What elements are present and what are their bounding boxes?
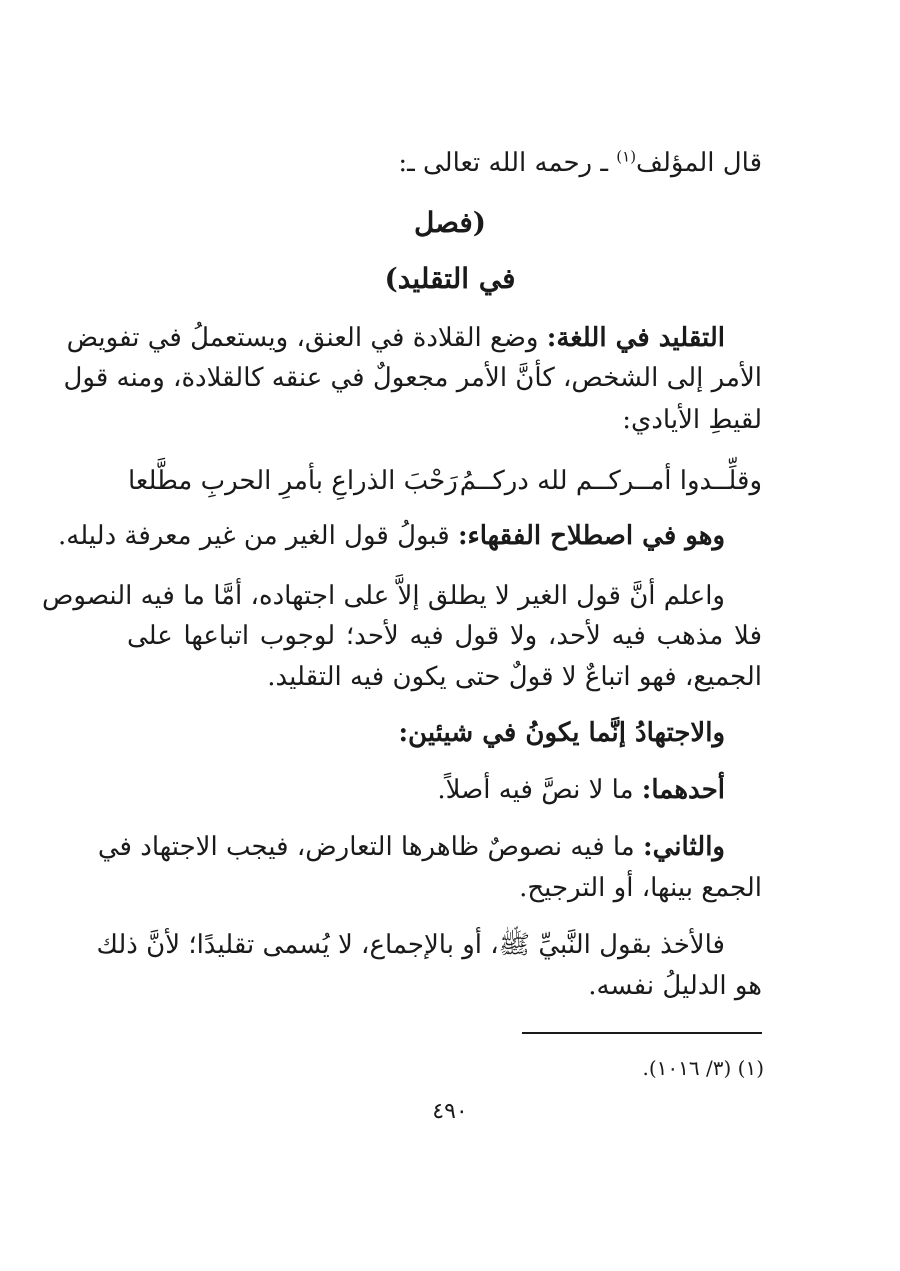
verse-first-hemistich: وقلِّــدوا أمــركــم لله دركــمُ bbox=[459, 466, 762, 496]
author-intro-line bbox=[398, 143, 762, 183]
p2-text: قبولُ قول الغير من غير معرفة دليله. bbox=[58, 521, 450, 551]
p6-line1-text: ما فيه نصوصٌ ظاهرها التعارض، فيجب الاجتهاد في bbox=[97, 832, 635, 862]
verse-second-hemistich: رَحْبَ الذراعِ بأمرِ الحربِ مطَّلعا bbox=[128, 466, 458, 496]
topic-heading: في التقليد) bbox=[384, 262, 516, 295]
paragraph-1-line-2: الأمر إلى الشخص، كأنَّ الأمر مجعولٌ في عنقه كالقلادة، ومنه قول bbox=[63, 363, 762, 393]
footnote-separator bbox=[522, 1032, 762, 1034]
paragraph-1-line-1 bbox=[66, 318, 762, 358]
paragraph-3-line-2: فلا مذهب فيه لأحد، ولا قول فيه لأحد؛ لوجوب اتباعها على bbox=[127, 621, 762, 651]
author-intro: قال المؤلف bbox=[636, 148, 762, 178]
paragraph-7-line-1 bbox=[96, 925, 762, 965]
term-second: والثاني: bbox=[643, 832, 725, 862]
term-first: أحدهما: bbox=[641, 775, 725, 805]
p1-line1-text: وضع القلادة في العنق، ويستعملُ في تفويض bbox=[66, 323, 539, 353]
paragraph-3-line-3: الجميع، فهو اتباعٌ لا قولٌ حتى يكون فيه التقليد. bbox=[267, 662, 762, 692]
page-number: ٤٩٠ bbox=[432, 1099, 468, 1124]
p5-text: ما لا نصَّ فيه أصلاً. bbox=[437, 775, 634, 805]
term-taqlid-language: التقليد في اللغة: bbox=[546, 323, 725, 353]
author-intro-tail: ـ رحمه الله تعالى ـ: bbox=[398, 148, 608, 178]
p3-line1-text: واعلم أنَّ قول الغير لا يطلق إلاَّ على اجتهاده، أمَّا ما فيه النصوص bbox=[41, 581, 725, 611]
paragraph-1-line-3: لقيطِ الأيادي: bbox=[622, 405, 762, 435]
paragraph-4: والاجتهادُ إنَّما يكونُ في شيئين: bbox=[398, 718, 725, 748]
footnote-reference: (١) bbox=[616, 147, 637, 166]
paragraph-6-line-1 bbox=[97, 827, 762, 867]
paragraph-5 bbox=[437, 770, 725, 810]
paragraph-2 bbox=[58, 516, 725, 556]
term-fiqh-definition: وهو في اصطلاح الفقهاء: bbox=[457, 521, 725, 551]
footnote-1: (١) (٣/ ١٠١٦). bbox=[642, 1056, 764, 1080]
paragraph-3-line-1 bbox=[41, 576, 762, 616]
paragraph-7-line-2: هو الدليلُ نفسه. bbox=[588, 971, 762, 1001]
chapter-heading: (فصل bbox=[413, 206, 487, 239]
p7-line1-text: فالأخذ بقول النَّبيِّ ﷺ، أو بالإجماع، لا يُسمى تقليدًا؛ لأنَّ ذلك bbox=[96, 930, 725, 960]
paragraph-6-line-2: الجمع بينها، أو الترجيح. bbox=[519, 873, 762, 903]
